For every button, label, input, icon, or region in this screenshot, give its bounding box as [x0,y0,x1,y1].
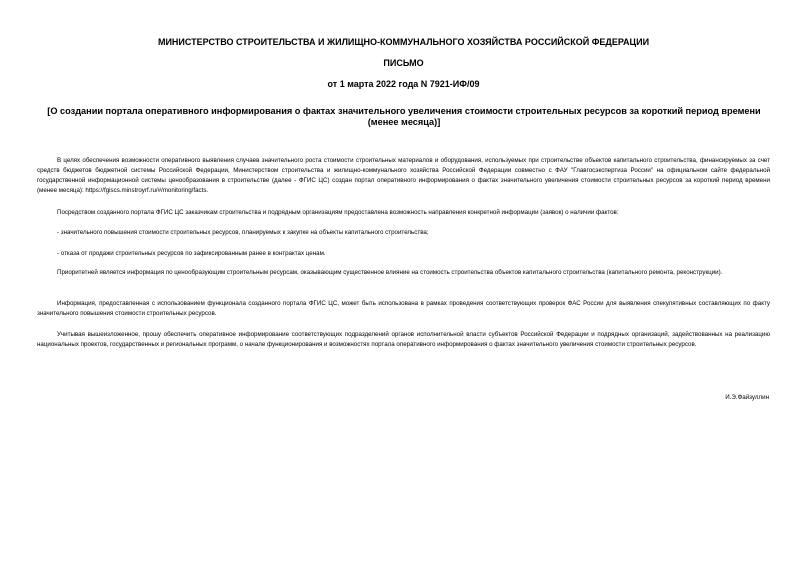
body-paragraph-request: Учитывая вышеизложенное, прошу обеспечить оперативное информирование соответствующих подразделений органов исполнительной власти субъектов Российской Федерации и подрядных организаций, задействованных на реализацию национальных проектов, государственных и региональных программ, о начале функционирования и возможностях портала оперативного информирования о фактах значительного увеличения стоимости строительных ресурсов. [37,331,770,348]
body-paragraph-portal-creation: В целях обеспечения возможности оперативного выявления случаев значительного роста стоимости строительных материалов и оборудования, используемых при строительстве объектов капитального строительства, финансируемых за счет средств бюджетов бюджетной системы Российской Федерации, Министерством строительства и жилищно-коммунального хозяйства Российской Федерации совместно с ФАУ "Главгосэкспертиза России" на официальном сайте федеральной государственной информационной системы ценообразования в строительстве (далее - ФГИС ЦС) создан портал оперативного информирования о фактах значительного увеличения стоимости строительных ресурсов за короткий период времени (менее месяца): https://fgiscs.minstroyrf.ru/#/monitoring/facts. [37,157,770,194]
body-paragraph-priority: Приоритетней является информация по ценообразующим строительным ресурсам, оказывающим существенное влияние на стоимость строительства объектов капитального строительства (капитального ремонта, реконструкции). [57,269,723,276]
document-subject: [О создании портала оперативного информирования о фактах значительного увеличения стоимости строительных ресурсов за короткий период времени (менее месяца)] [47,106,761,127]
list-item-sale-refusal: - отказа от продажи строительных ресурсов по зафиксированным ранее в контрактах ценам. [57,250,326,257]
document-date-number: от 1 марта 2022 года N 7921-ИФ/09 [327,79,480,89]
ministry-heading: МИНИСТЕРСТВО СТРОИТЕЛЬСТВА И ЖИЛИЩНО-КОММУНАЛЬНОГО ХОЗЯЙСТВА РОССИЙСКОЙ ФЕДЕРАЦИИ [157,37,650,47]
signature: И.Э.Файзуллин [725,394,769,401]
body-paragraph-portal-purpose: Посредством созданного портала ФГИС ЦС заказчикам строительства и подрядным организациям предоставлена возможность направления конкретной информации (заявок) о наличии фактов: [57,209,619,216]
body-paragraph-fas-checks: Информация, предоставленная с использованием функционала созданного портала ФГИС ЦС, может быть использована в рамках проведения соответствующих проверок ФАС России для выявления спекулятивных составляющих по факту значительного повышения стоимости строительных ресурсов. [37,300,770,317]
document-type: ПИСЬМО [383,58,424,68]
list-item-price-increase: - значительного повышения стоимости строительных ресурсов, планируемых к закупке на объекты капитального строительства; [57,229,429,236]
